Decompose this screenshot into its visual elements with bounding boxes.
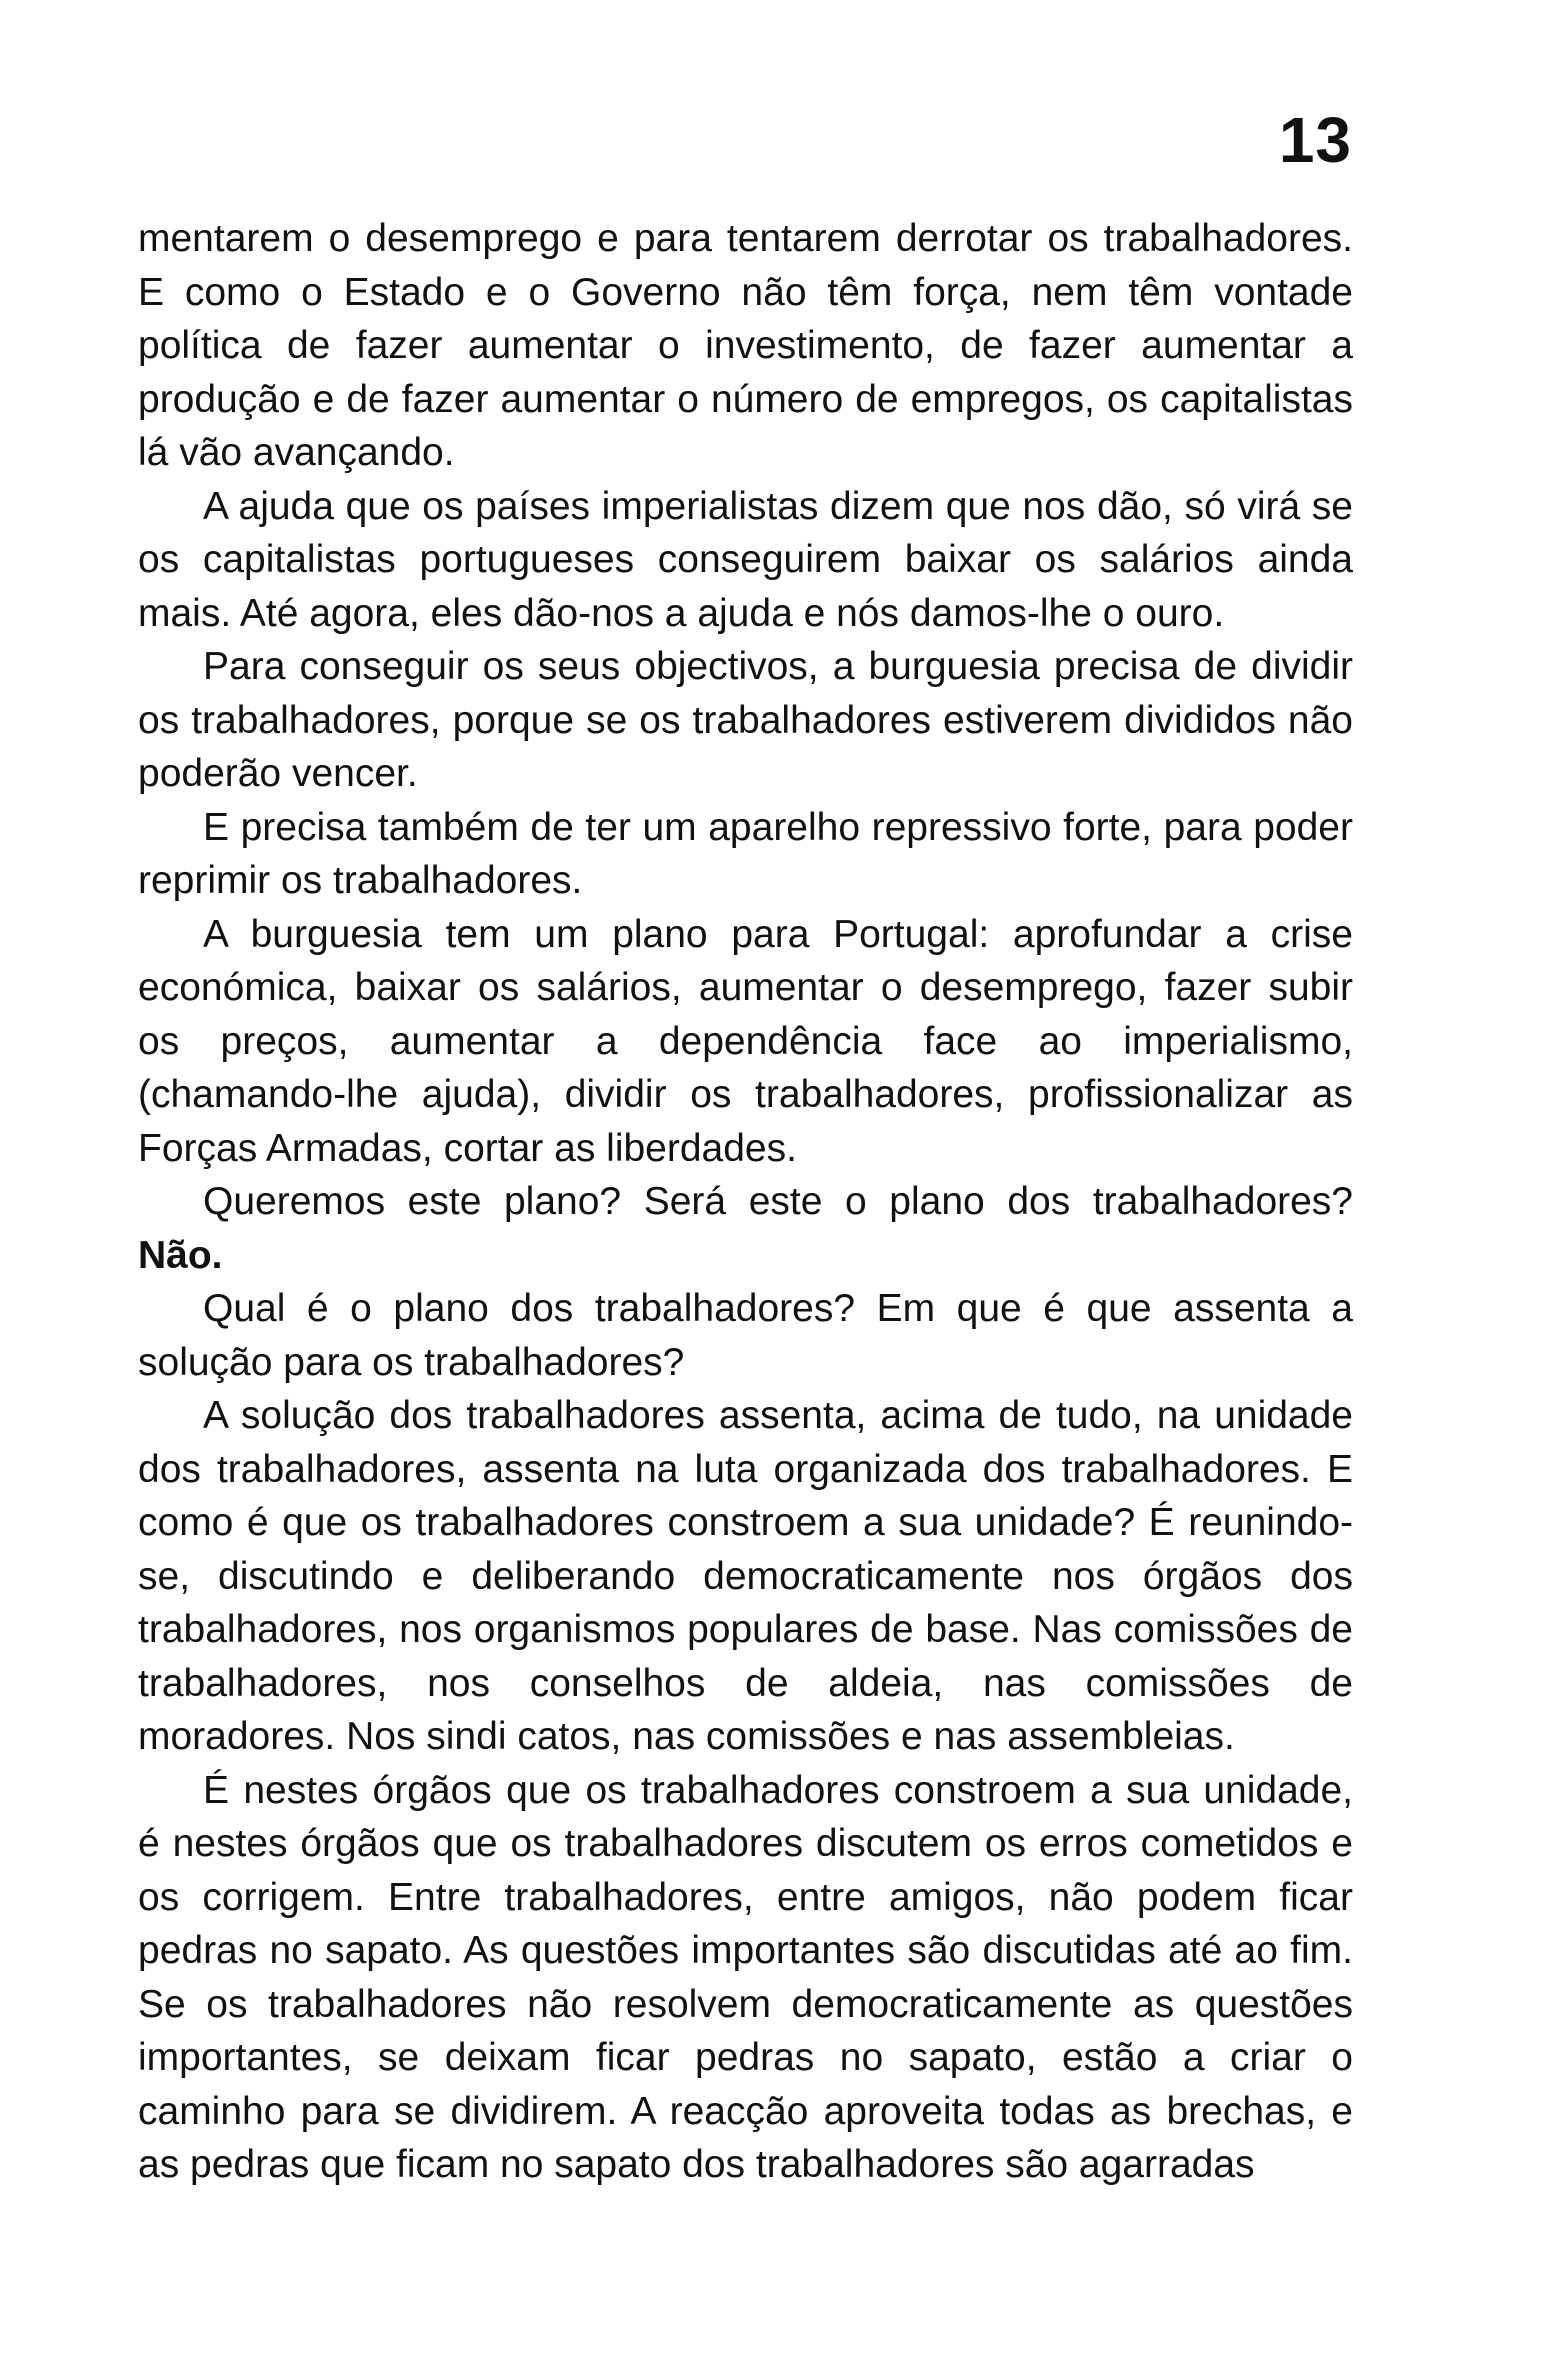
paragraph-1: mentarem o desemprego e para tentarem derrotar os trabalhadores. E como o Estado e o Governo não têm força, nem têm vontade política de fazer aumentar o investimento, de fazer aumentar a produção e de fazer aumentar o número de empregos, os capitalistas lá vão avançando. [138, 217, 1353, 474]
page-number: 13 [1278, 104, 1352, 176]
paragraph-6-bold-answer: Não. [138, 1233, 223, 1277]
paragraph-6-text: Queremos este plano? Será este o plano dos trabalhadores? [203, 1180, 1353, 1223]
paragraph-8: A solução dos trabalhadores assenta, acima de tudo, na unidade dos trabalhadores, assenta na luta organizada dos trabalhadores. E como é que os trabalhadores constroem a sua unidade? É reunindo-se, discutindo e deliberando democraticamente nos órgãos dos trabalhadores, nos organismos populares de base. Nas comissões de trabalhadores, nos conselhos de aldeia, nas comissões de moradores. Nos sindi catos, nas comissões e nas assembleias. [138, 1394, 1353, 1758]
paragraph-5: A burguesia tem um plano para Portugal: aprofundar a crise económica, baixar os salários, aumentar o desemprego, fazer subir os preços, aumentar a dependência face ao imperialismo, (chamando-lhe ajuda), dividir os trabalhadores, profissionalizar as Forças Armadas, cortar as liberdades. [138, 912, 1353, 1170]
paragraph-6 [138, 1175, 1353, 1282]
paragraph-4: E precisa também de ter um aparelho repressivo forte, para poder reprimir os trabalhadores. [138, 805, 1353, 902]
paragraph-9: É nestes órgãos que os trabalhadores constroem a sua unidade, é nestes órgãos que os trabalhadores discutem os erros cometidos e os corrigem. Entre trabalhadores, entre amigos, não podem ficar pedras no sapato. As questões importantes são discutidas até ao fim. Se os trabalhadores não resolvem democraticamente as questões importantes, se deixam ficar pedras no sapato, estão a criar o caminho para se dividirem. A reacção aproveita todas as brechas, e as pedras que ficam no sapato dos trabalhadores são agarradas [138, 1768, 1353, 2186]
body-text [138, 212, 1353, 2192]
paragraph-3: Para conseguir os seus objectivos, a burguesia precisa de dividir os trabalhadores, porque se os trabalhadores estiverem divididos não poderão vencer. [138, 645, 1353, 795]
paragraph-2: A ajuda que os países imperialistas dizem que nos dão, só virá se os capitalistas portugueses conseguirem baixar os salários ainda mais. Até agora, eles dão-nos a ajuda e nós damos-lhe o ouro. [138, 484, 1353, 635]
paragraph-7: Qual é o plano dos trabalhadores? Em que é que assenta a solução para os trabalhadores? [138, 1287, 1353, 1384]
